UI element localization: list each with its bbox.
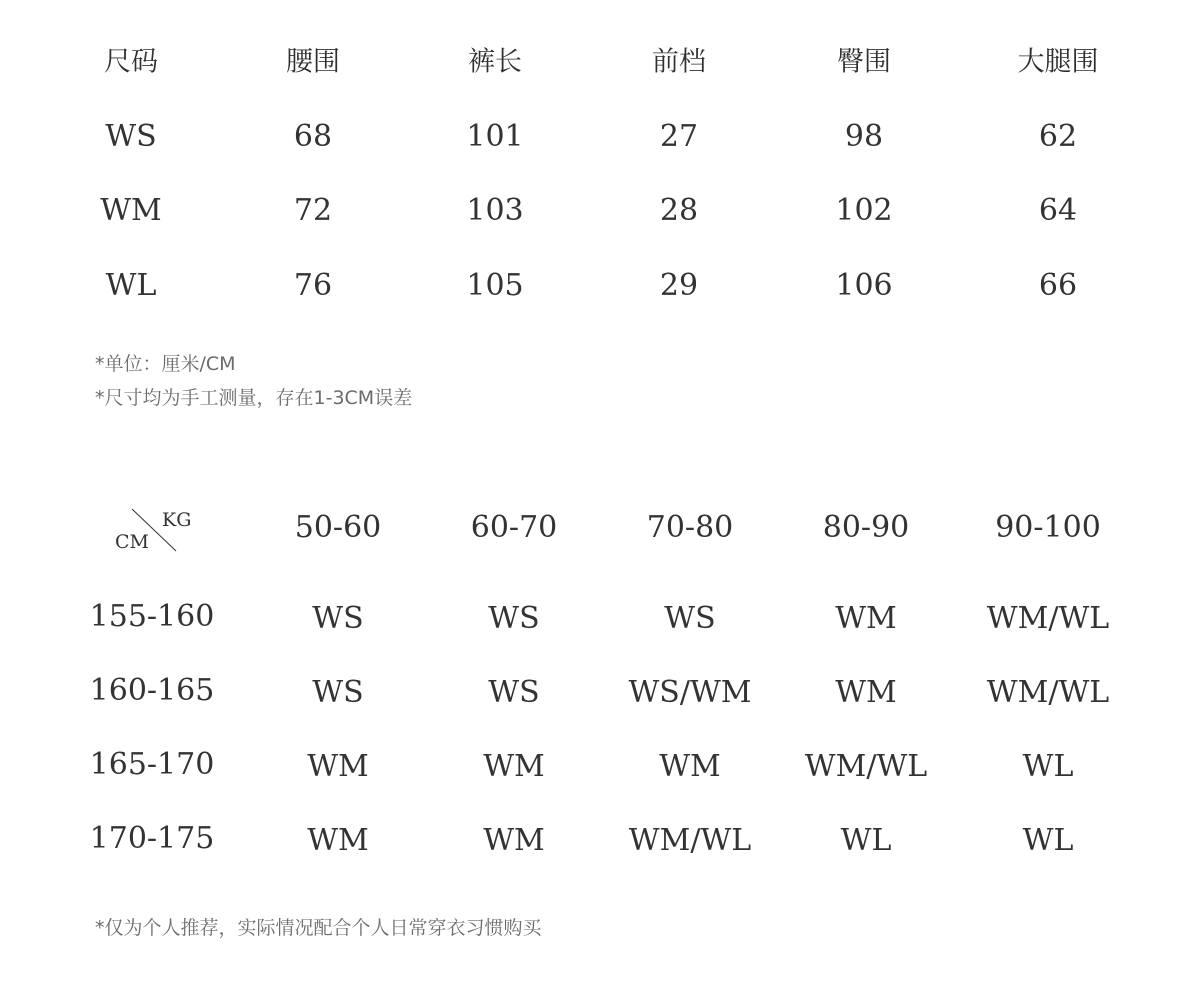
recommend-cell: WS/WM bbox=[628, 675, 752, 710]
weight-range-header: 90-100 bbox=[995, 510, 1101, 545]
recommend-cell: WM bbox=[307, 749, 369, 784]
size-table-cell: 68 bbox=[293, 119, 333, 154]
recommend-cell: WM/WL bbox=[628, 823, 752, 858]
recommend-cell: WM/WL bbox=[986, 601, 1110, 636]
recommend-cell: WS bbox=[488, 675, 540, 710]
recommend-cell: WL bbox=[840, 823, 892, 858]
height-range-label: 160-165 bbox=[89, 673, 215, 708]
weight-range-header: 60-70 bbox=[470, 510, 558, 545]
size-table-header: 尺码 bbox=[104, 46, 158, 78]
recommend-cell: WM bbox=[483, 823, 545, 858]
size-table-cell: 29 bbox=[659, 268, 699, 303]
size-table-cell: WM bbox=[100, 193, 162, 228]
size-table-cell: 62 bbox=[1038, 119, 1078, 154]
recommend-cell: WS bbox=[488, 601, 540, 636]
recommend-cell: WS bbox=[312, 601, 364, 636]
size-table-cell: 27 bbox=[659, 119, 699, 154]
recommend-cell: WM bbox=[483, 749, 545, 784]
weight-range-header: 50-60 bbox=[294, 510, 382, 545]
recommend-cell: WM bbox=[835, 601, 897, 636]
height-range-label: 170-175 bbox=[89, 821, 215, 856]
size-table-cell: 28 bbox=[659, 193, 699, 228]
size-table-cell: WS bbox=[105, 119, 157, 154]
kg-label: KG bbox=[162, 509, 192, 531]
recommend-note: *仅为个人推荐，实际情况配合个人日常穿衣习惯购买 bbox=[95, 917, 542, 939]
weight-range-header: 70-80 bbox=[646, 510, 734, 545]
size-table-header: 臀围 bbox=[837, 46, 891, 78]
size-table-cell: 64 bbox=[1038, 193, 1078, 228]
measure-error-note: *尺寸均为手工测量，存在1-3CM误差 bbox=[95, 387, 413, 409]
size-table-cell: 66 bbox=[1038, 268, 1078, 303]
recommend-cell: WM/WL bbox=[804, 749, 928, 784]
unit-note: *单位：厘米/CM bbox=[95, 353, 236, 375]
recommend-cell: WL bbox=[1022, 823, 1074, 858]
height-range-label: 165-170 bbox=[89, 747, 215, 782]
size-table-cell: 105 bbox=[466, 268, 524, 303]
recommend-cell: WM bbox=[307, 823, 369, 858]
recommend-cell: WM/WL bbox=[986, 675, 1110, 710]
size-table-header: 大腿围 bbox=[1017, 46, 1099, 78]
size-table-cell: 102 bbox=[835, 193, 893, 228]
size-table-cell: 98 bbox=[844, 119, 884, 154]
size-table-cell: WL bbox=[105, 268, 157, 303]
recommend-cell: WM bbox=[835, 675, 897, 710]
table-corner-cell bbox=[110, 505, 200, 560]
size-table-header: 腰围 bbox=[286, 46, 340, 78]
recommend-cell: WL bbox=[1022, 749, 1074, 784]
size-table-cell: 72 bbox=[293, 193, 333, 228]
size-table-header: 前档 bbox=[652, 46, 706, 78]
height-range-label: 155-160 bbox=[89, 599, 215, 634]
size-table-cell: 106 bbox=[835, 268, 893, 303]
recommend-cell: WS bbox=[664, 601, 716, 636]
recommend-cell: WM bbox=[659, 749, 721, 784]
size-table-cell: 76 bbox=[293, 268, 333, 303]
weight-range-header: 80-90 bbox=[822, 510, 910, 545]
cm-label: CM bbox=[115, 531, 149, 553]
size-table-cell: 101 bbox=[466, 119, 524, 154]
size-table-cell: 103 bbox=[466, 193, 524, 228]
size-table-header: 裤长 bbox=[468, 46, 522, 78]
recommend-cell: WS bbox=[312, 675, 364, 710]
